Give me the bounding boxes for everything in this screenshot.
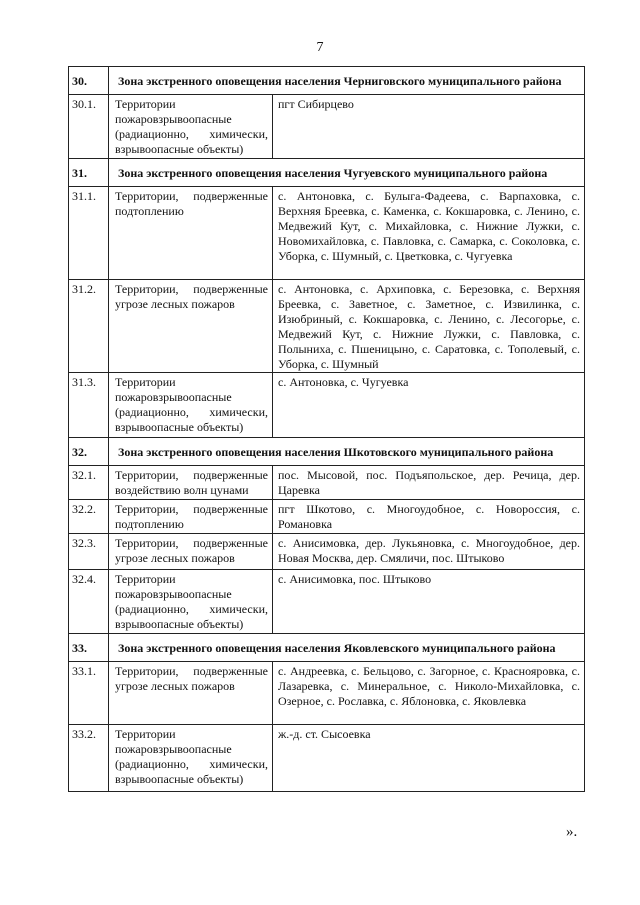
section-title: Зона экстренного оповещения населения Черниговского муниципального района xyxy=(109,67,585,95)
places-cell: пгт Сибирцево xyxy=(273,95,585,159)
section-number: 31. xyxy=(69,159,109,187)
table-row xyxy=(69,725,585,792)
section-number: 33. xyxy=(69,634,109,662)
closing-quote-mark: ». xyxy=(566,824,578,840)
places-cell: с. Андреевка, с. Бельцово, с. Загорное, с. Краснояровка, с. Лазаревка, с. Минеральное, с. Николо-Михайловка, с. Озерное, с. Рославка, с. Яблоновка, с. Яковлевка xyxy=(273,662,585,725)
territory-cell: Территории пожаровзрывоопасные (радиационно, химически, взрывоопасные объекты) xyxy=(109,725,273,792)
row-number: 31.1. xyxy=(69,187,109,280)
row-number: 31.3. xyxy=(69,373,109,438)
row-number: 32.2. xyxy=(69,500,109,534)
row-number: 33.1. xyxy=(69,662,109,725)
table-row xyxy=(69,187,585,280)
row-number: 33.2. xyxy=(69,725,109,792)
places-cell: с. Анисимовка, пос. Штыково xyxy=(273,570,585,634)
territory-cell: Территории, подверженные подтоплению xyxy=(109,187,273,280)
places-cell: с. Антоновка, с. Архиповка, с. Березовка, с. Верхняя Бреевка, с. Заветное, с. Заметное, с. Извилинка, с. Изюбриный, с. Кокшаровка, с. Ленино, с. Лесогорье, с. Медвежий Кут, с. Нижние Лужки, с. Павловка, с. Полыниха, с. Пшеницыно, с. Саратовка, с. Тополевый, с. Уборка, с. Шумный xyxy=(273,280,585,373)
section-title: Зона экстренного оповещения населения Чугуевского муниципального района xyxy=(109,159,585,187)
section-title: Зона экстренного оповещения населения Яковлевского муниципального района xyxy=(109,634,585,662)
places-cell: пгт Шкотово, с. Многоудобное, с. Новороссия, с. Романовка xyxy=(273,500,585,534)
territory-cell: Территории пожаровзрывоопасные (радиационно, химически, взрывоопасные объекты) xyxy=(109,373,273,438)
row-number: 32.3. xyxy=(69,534,109,570)
table-row xyxy=(69,570,585,634)
page-number: 7 xyxy=(316,40,324,55)
territory-cell: Территории, подверженные подтоплению xyxy=(109,500,273,534)
places-cell: с. Антоновка, с. Булыга-Фадеева, с. Варпаховка, с. Верхняя Бреевка, с. Каменка, с. Кокшаровка, с. Ленино, с. Медвежий Кут, с. Михайловка, с. Нижние Лужки, с. Новомихайловка, с. Павловка, с. Самарка, с. Соколовка, с. Уборка, с. Шумный, с. Цветковка, с. Чугуевка xyxy=(273,187,585,280)
places-cell: пос. Мысовой, пос. Подъяпольское, дер. Речица, дер. Царевка xyxy=(273,466,585,500)
zones-table xyxy=(68,66,585,792)
table-row xyxy=(69,662,585,725)
section-header-row xyxy=(69,159,585,187)
territory-cell: Территории пожаровзрывоопасные (радиационно, химически, взрывоопасные объекты) xyxy=(109,570,273,634)
row-number: 32.4. xyxy=(69,570,109,634)
table-row xyxy=(69,95,585,159)
places-cell: с. Анисимовка, дер. Лукьяновка, с. Многоудобное, дер. Новая Москва, дер. Смяличи, пос. Штыково xyxy=(273,534,585,570)
territory-cell: Территории пожаровзрывоопасные (радиационно, химически, взрывоопасные объекты) xyxy=(109,95,273,159)
table-row xyxy=(69,373,585,438)
territory-cell: Территории, подверженные угрозе лесных пожаров xyxy=(109,662,273,725)
section-number: 32. xyxy=(69,438,109,466)
table-row xyxy=(69,500,585,534)
section-header-row xyxy=(69,634,585,662)
territory-cell: Территории, подверженные угрозе лесных пожаров xyxy=(109,280,273,373)
section-header-row xyxy=(69,438,585,466)
places-cell: с. Антоновка, с. Чугуевка xyxy=(273,373,585,438)
places-cell: ж.-д. ст. Сысоевка xyxy=(273,725,585,792)
row-number: 30.1. xyxy=(69,95,109,159)
row-number: 31.2. xyxy=(69,280,109,373)
section-title: Зона экстренного оповещения населения Шкотовского муниципального района xyxy=(109,438,585,466)
table-row xyxy=(69,466,585,500)
table-row xyxy=(69,534,585,570)
section-number: 30. xyxy=(69,67,109,95)
section-header-row xyxy=(69,67,585,95)
table-row xyxy=(69,280,585,373)
territory-cell: Территории, подверженные угрозе лесных пожаров xyxy=(109,534,273,570)
territory-cell: Территории, подверженные воздействию волн цунами xyxy=(109,466,273,500)
row-number: 32.1. xyxy=(69,466,109,500)
